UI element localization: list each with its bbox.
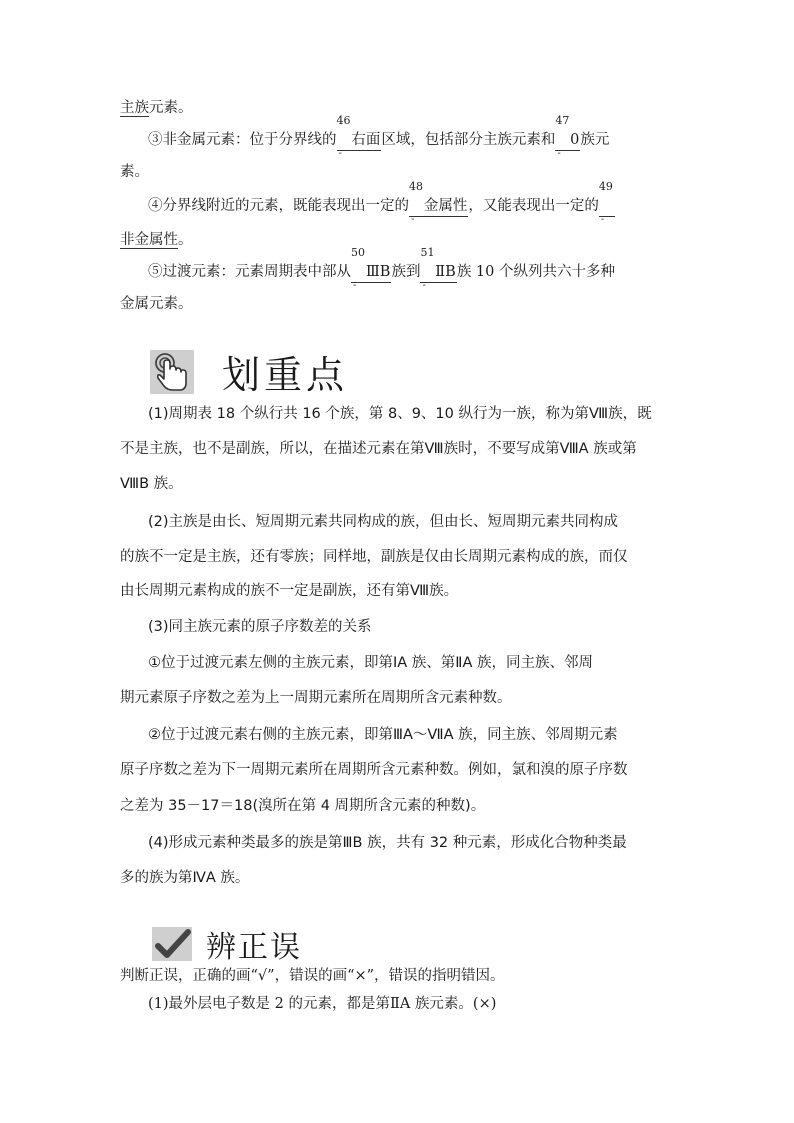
text-line: 金属元素。: [120, 296, 193, 312]
answer-blank: [336, 114, 382, 159]
answer-blank: [555, 114, 580, 159]
blank-answer: ⅡB: [435, 264, 456, 280]
blank-number: 50: [351, 246, 365, 259]
text-line: [148, 180, 708, 225]
text-span: 。: [178, 232, 193, 248]
text-span: 族 10 个纵列共六十多种: [456, 264, 615, 280]
blank-number: 51: [420, 246, 435, 259]
blank-number: 46: [336, 114, 351, 127]
section-header-true-false: [152, 922, 302, 966]
answer-blank: [351, 246, 391, 291]
section-title: 划重点: [222, 353, 349, 397]
text-line: 由长周期元素构成的族不一定是副族，还有第Ⅷ族。: [120, 583, 459, 599]
text-line: (2)主族是由长、短周期元素共同构成的族，但由长、短周期元素共同构成: [148, 514, 619, 530]
blank-dash: -: [411, 214, 415, 225]
blank-answer: 金属性: [423, 198, 468, 214]
text-line: [120, 230, 680, 250]
text-line: 期元素原子序数之差为上一周期元素所在周期所含元素种数。: [120, 690, 512, 706]
text-line: 原子序数之差为下一周期元素所在周期所含元素种数。例如，氯和溴的原子序数: [120, 762, 628, 778]
answer-blank: [420, 246, 456, 291]
text-line: (4)形成元素种类最多的族是第ⅢB 族，共有 32 种元素，形成化合物种类最: [148, 835, 627, 851]
text-line: [148, 114, 708, 159]
section-title: 辨正误: [206, 930, 302, 965]
blank-number: 49: [598, 180, 613, 193]
underlined-answer: 非金属性: [120, 232, 178, 248]
text-line: (1)周期表 18 个纵行共 16 个族，第 8、9、10 纵行为一族，称为第Ⅷ族，既: [148, 406, 652, 422]
answer-blank: [409, 180, 468, 225]
answer-blank: [598, 180, 615, 225]
text-span: 族到: [391, 264, 421, 280]
text-span: ⑤过渡元素：元素周期表中部从: [148, 264, 351, 280]
blank-dash: -: [600, 214, 605, 225]
section-header-key-points: [150, 344, 348, 399]
text-span: 族元: [580, 132, 610, 148]
text-line: 的族不一定是主族，还有零族；同样地，副族是仅由长周期元素构成的族，而仅: [120, 549, 628, 565]
text-line: [148, 246, 708, 291]
pointing-hand-icon: [150, 350, 194, 394]
blank-dash: -: [353, 280, 357, 291]
text-span: 元素。: [149, 100, 193, 116]
text-line: (3)同主族元素的原子序数差的关系: [148, 619, 372, 635]
blank-answer: 0: [570, 132, 580, 148]
text-line: 判断正误，正确的画“√”，错误的画“×”，错误的指明错因。: [120, 968, 505, 984]
question-item: (1)最外层电子数是 2 的元素，都是第ⅡA 族元素。(×): [148, 996, 497, 1012]
text-line: 不是主族，也不是副族，所以，在描述元素在第Ⅷ族时，不要写成第ⅧA 族或第: [120, 441, 637, 457]
blank-dash: -: [422, 280, 426, 291]
blank-dash: -: [557, 148, 561, 159]
blank-number: 48: [409, 180, 423, 193]
blank-answer: 右面: [351, 132, 381, 148]
text-line: 之差为 35－17＝18(溴所在第 4 周期所含元素的种数)。: [120, 798, 486, 814]
text-line: 素。: [120, 164, 149, 180]
text-line: ⅧB 族。: [120, 476, 183, 492]
text-span: 区域，包括部分主族元素和: [381, 132, 556, 148]
blank-number: 47: [555, 114, 570, 127]
underlined-answer: 主族: [120, 100, 149, 116]
text-span: ，又能表现出一定的: [468, 198, 599, 214]
checkmark-icon: [152, 927, 192, 961]
blank-answer: ⅢB: [365, 264, 391, 280]
text-span: ③非金属元素：位于分界线的: [148, 132, 337, 148]
blank-dash: -: [338, 148, 342, 159]
text-line: ①位于过渡元素左侧的主族元素，即第ⅠA 族、第ⅡA 族，同主族、邻周: [148, 655, 593, 671]
text-line: [120, 98, 680, 118]
text-line: 多的族为第ⅣA 族。: [120, 870, 250, 886]
text-span: ④分界线附近的元素，既能表现出一定的: [148, 198, 409, 214]
text-line: ②位于过渡元素右侧的主族元素，即第ⅢA～ⅦA 族，同主族、邻周期元素: [148, 727, 618, 743]
